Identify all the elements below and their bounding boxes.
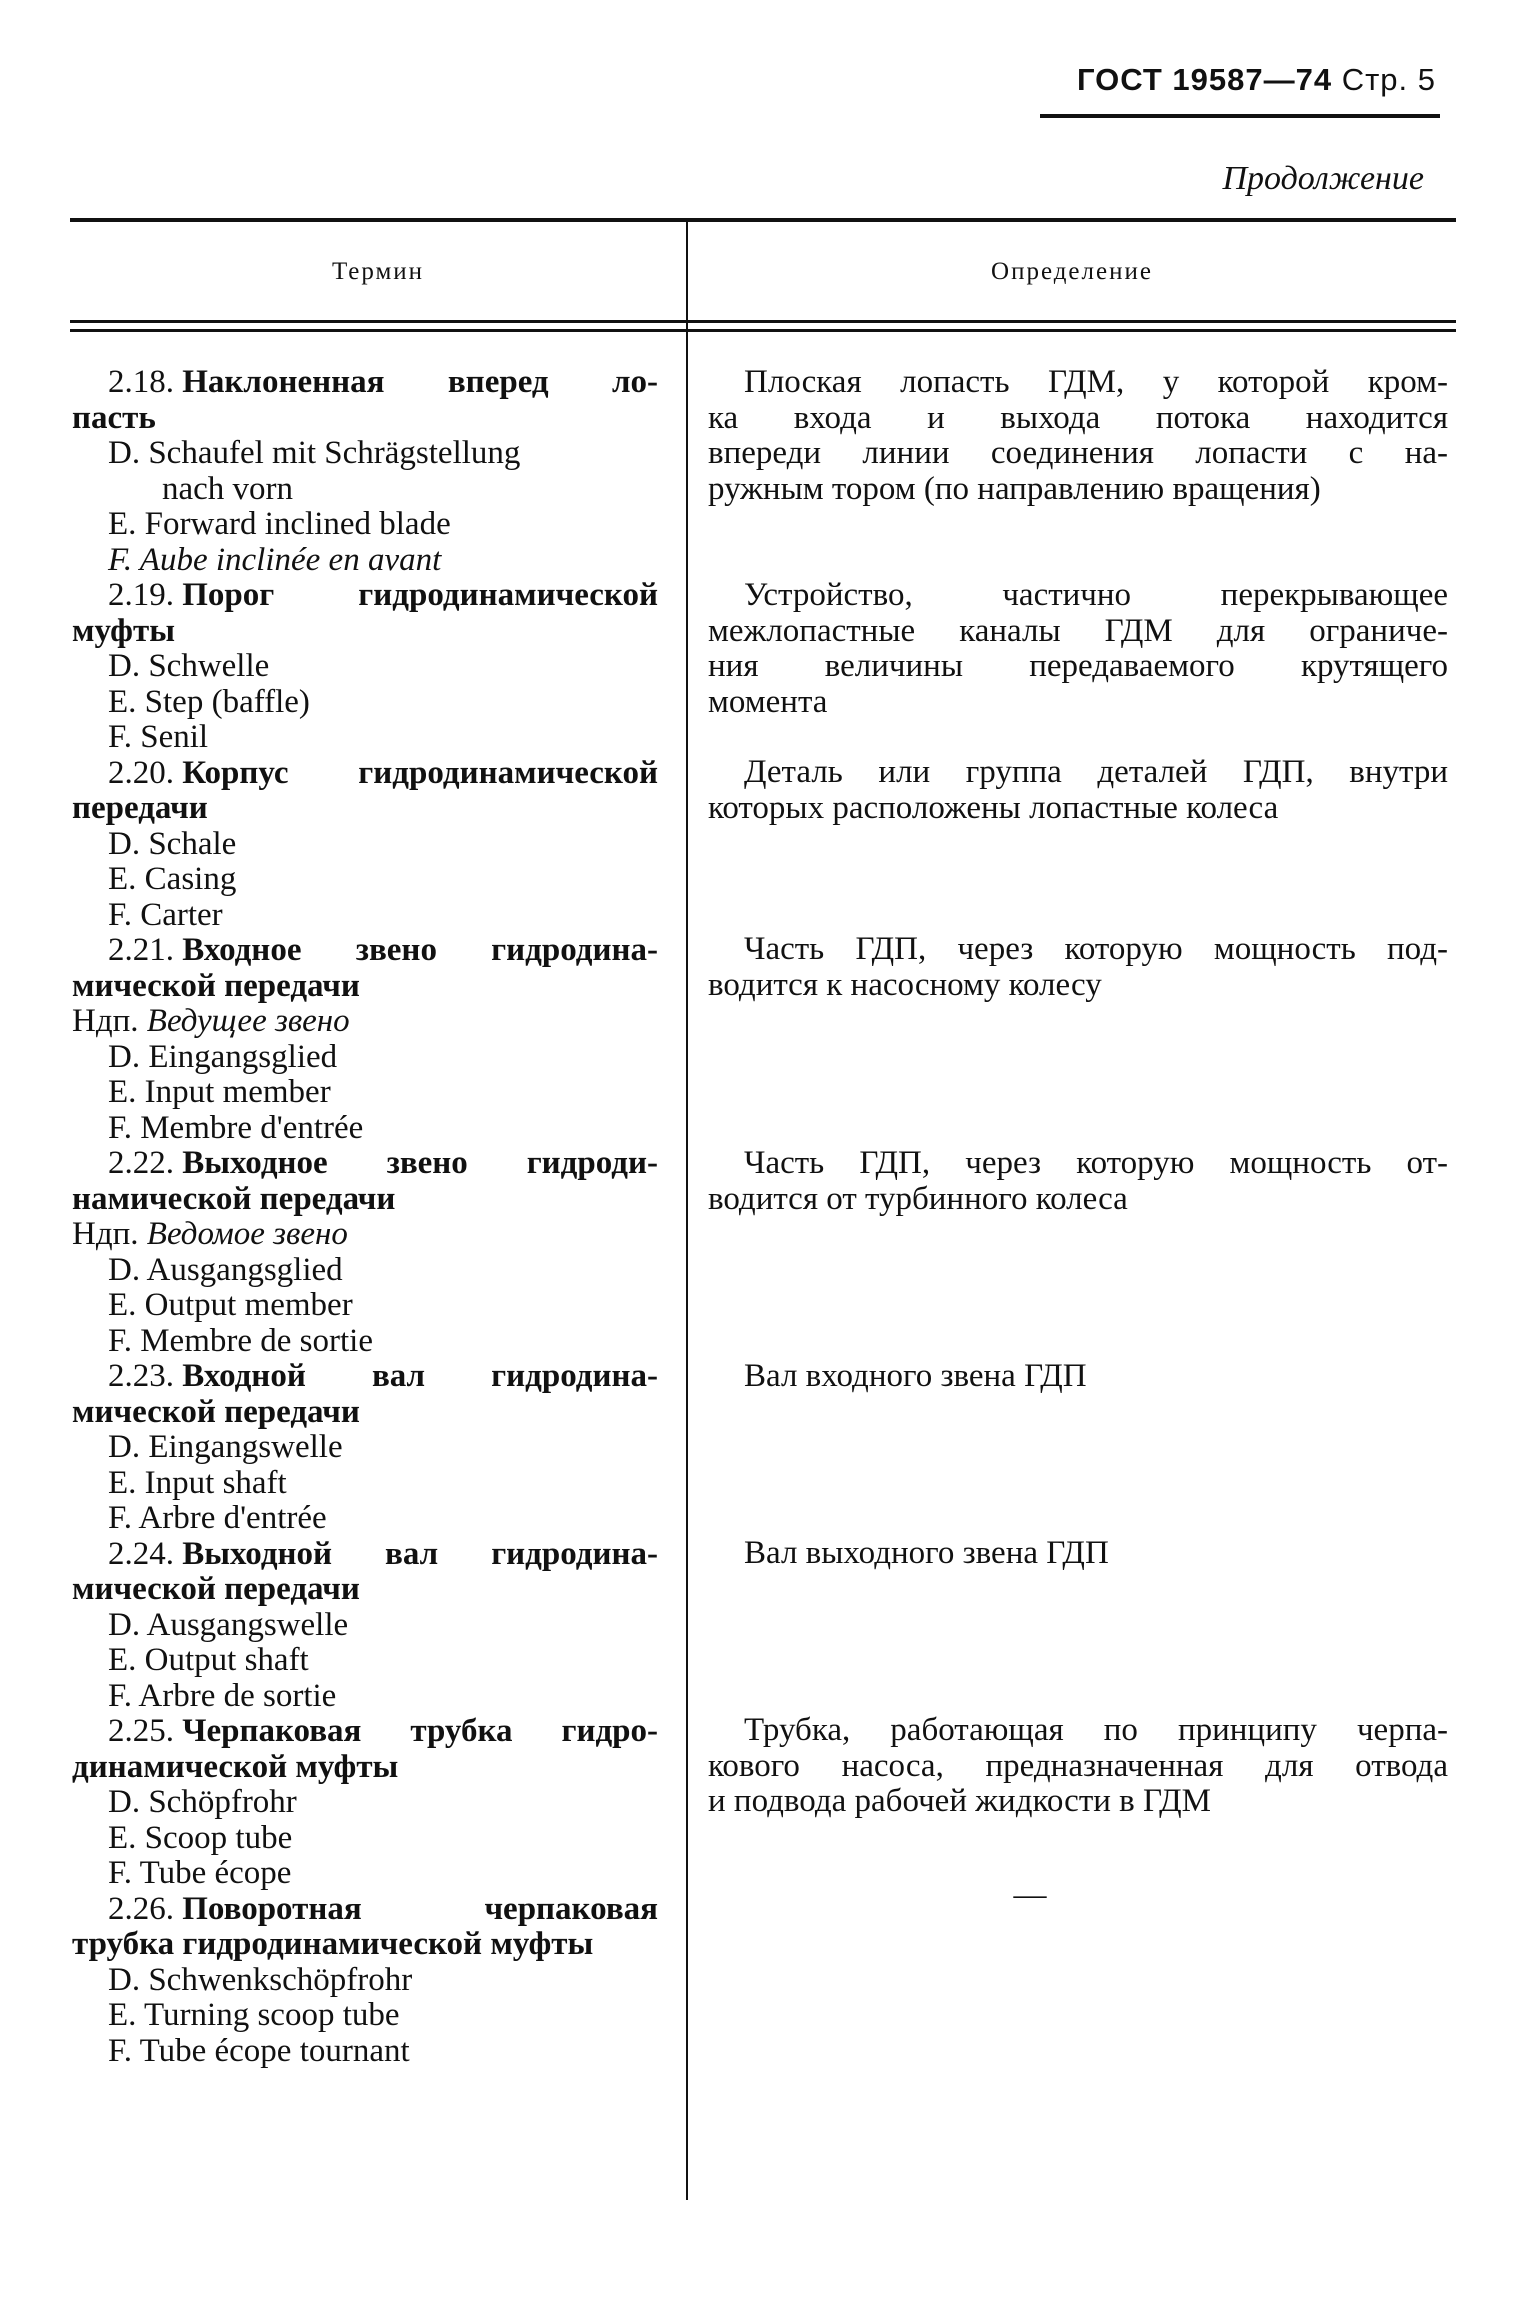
definition: Часть ГДП, через которую мощность от- водится от турбинного колеса [708,1145,1448,1217]
definition: Плоская лопасть ГДМ, у которой кром- ка входа и выхода потока находится впереди линии соединения лопасти с на- ружным тором (по направлению вращения) [708,364,1448,507]
term-title: 2.25. Черпаковая трубка гидро- [108,1713,658,1749]
term-french: F. Aube inclinée en avant [108,541,442,578]
term-title: 2.26. Поворотная черпаковая [108,1890,658,1927]
term-deprecated: Ндп. Ведомое звено [72,1216,348,1252]
term-deprecated: Ндп. Ведущее звено [72,1003,350,1039]
term-german: D. Eingangswelle [108,1429,343,1465]
term-title-cont: мической передачи [72,967,360,1004]
term-title-cont: муфты [72,612,175,649]
column-header-definition: Определение [991,258,1153,285]
term-german-cont: nach vorn [162,470,294,507]
header-rule [1040,114,1440,118]
term-title-cont: трубка гидродинамической муфты [72,1926,594,1962]
column-divider [686,222,688,2200]
page-number: Стр. 5 [1341,62,1436,97]
definition: Вал входного звена ГДП [744,1358,1087,1394]
term-english: E. Turning scoop tube [108,1997,400,2033]
term-french: F. Arbre de sortie [108,1677,337,1714]
standard-number: ГОСТ 19587—74 [1076,62,1333,97]
empty-definition-dash: — [1013,1877,1047,1913]
term-german: D. Schale [108,825,237,862]
column-header-term: Термин [331,258,425,285]
term-title: 2.23. Входной вал гидродина- [108,1358,658,1394]
term-french: F. Carter [108,896,223,933]
definition: Трубка, работающая по принципу черпа- кового насоса, предназначенная для отвода и подвода рабочей жидкости в ГДМ [708,1712,1448,1819]
term-title: 2.18. Наклоненная вперед ло- [108,364,658,400]
term-french: F. Tube écope tournant [108,2032,410,2069]
term-french: F. Senil [108,719,209,755]
term-title: 2.20. Корпус гидродинамической [108,754,658,791]
term-german: D. Ausgangswelle [108,1606,349,1643]
term-german: D. Eingangsglied [108,1038,338,1075]
definition: Вал выходного звена ГДП [744,1535,1109,1571]
term-title: 2.22. Выходное звено гидроди- [108,1145,658,1181]
term-title-cont: мической передачи [72,1393,360,1430]
definition: Часть ГДП, через которую мощность под- водится к насосному колесу [708,931,1448,1003]
term-french: F. Membre de sortie [108,1322,373,1359]
term-title-cont: пасть [72,399,156,436]
term-french: F. Membre d'entrée [108,1109,364,1146]
term-title-cont: динамической муфты [72,1748,399,1785]
term-english: E. Input shaft [108,1464,287,1501]
header-rule-2 [70,329,1456,332]
term-title: 2.24. Выходной вал гидродина- [108,1535,658,1572]
definition-empty [708,1878,1448,1914]
term-column [72,365,658,2069]
term-english: E. Forward inclined blade [108,506,451,542]
term-french: F. Arbre d'entrée [108,1500,327,1536]
term-german: D. Ausgangsglied [108,1251,343,1288]
term-title: 2.19. Порог гидродинамической [108,577,658,613]
term-english: E. Input member [108,1074,331,1110]
continuation-label: Продолжение [1222,160,1424,197]
term-english: E. Casing [108,861,237,897]
term-english: E. Output shaft [108,1642,309,1678]
page-header [1077,62,1436,98]
term-german: D. Schwelle [108,648,270,684]
term-german: D. Schwenkschöpfrohr [108,1961,413,1998]
term-english: E. Step (baffle) [108,683,310,720]
term-title-cont: передачи [72,790,208,826]
term-english: E. Scoop tube [108,1819,293,1856]
definition: Деталь или группа деталей ГДП, внутри которых расположены лопастные колеса [708,754,1448,826]
header-rule-1 [70,320,1456,323]
term-title: 2.21. Входное звено гидродина- [108,932,658,968]
term-title-cont: мической передачи [72,1571,360,1607]
term-french: F. Tube écope [108,1855,292,1891]
term-german: D. Schöpfrohr [108,1784,297,1820]
term-english: E. Output member [108,1287,353,1323]
term-title-cont: намической передачи [72,1180,396,1217]
table-top-rule [70,218,1456,222]
term-german: D. Schaufel mit Schrägstellung [108,435,521,471]
definition: Устройство, частично перекрывающее межлопастные каналы ГДМ для ограниче- ния величины передаваемого крутящего момента [708,577,1448,720]
